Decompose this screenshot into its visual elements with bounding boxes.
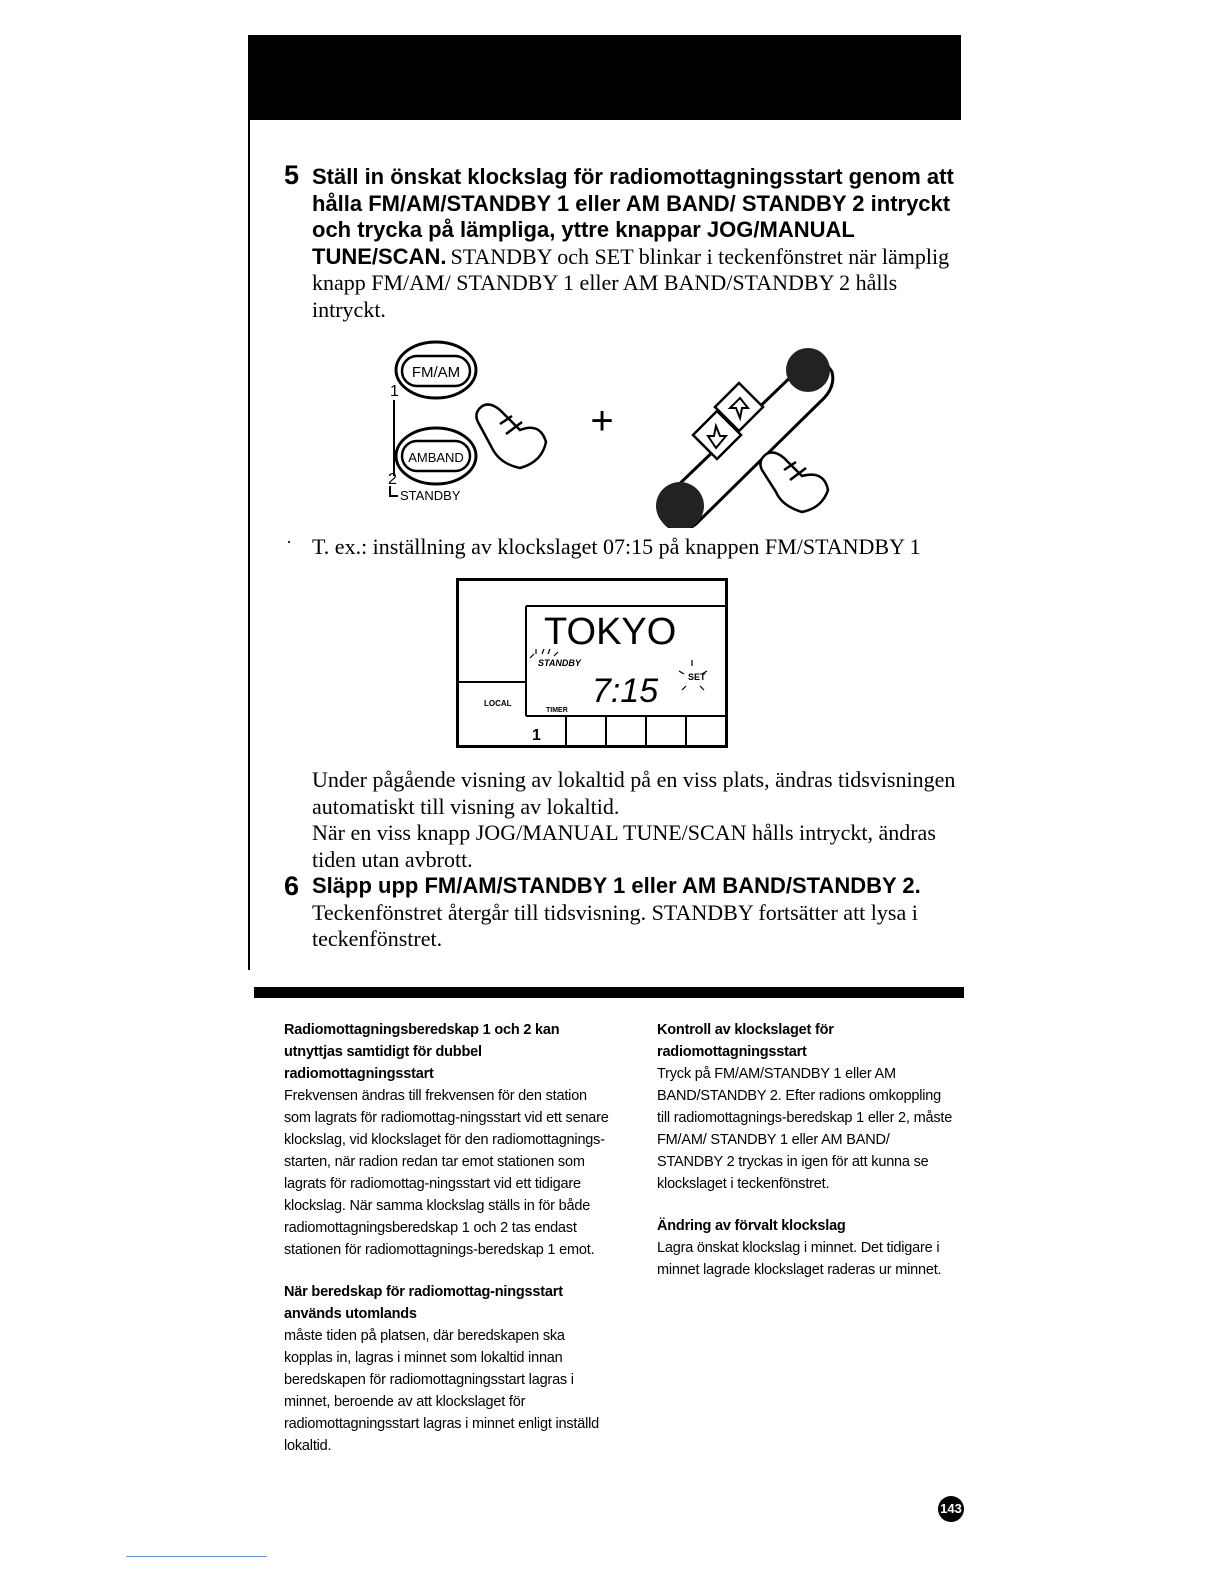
- header-bar: [248, 35, 961, 120]
- notes-left-column: [284, 1019, 614, 1477]
- am-band-button-label: AMBAND: [408, 450, 464, 465]
- step-5-number: 5: [284, 160, 300, 190]
- note-heading: Radiomottagningsberedskap 1 och 2 kan utnyttjas samtidigt för dubbel radiomottagningsstart: [284, 1022, 560, 1082]
- plus-sign: +: [590, 399, 614, 443]
- lcd-slot: 1: [532, 727, 541, 744]
- left-margin-rule: [248, 120, 250, 970]
- local-time-paragraph-1: Under pågående visning av lokaltid på en viss plats, ändras tidsvisningen automatiskt till visning av lokaltid.: [312, 767, 956, 819]
- lcd-time: 7:15: [592, 672, 659, 710]
- note-heading: Kontroll av klockslaget för radiomottagningsstart: [657, 1022, 834, 1060]
- lcd-set: SET: [688, 672, 706, 682]
- hand-pointer-icon-2: [760, 452, 828, 512]
- note-body: Lagra önskat klockslag i minnet. Det tidigare i minnet lagrade klockslaget raderas ur minnet.: [657, 1240, 942, 1278]
- step-5-heading: Ställ in önskat klockslag för radiomottagningsstart genom att hålla FM/AM/STANDBY 1 eller AM BAND/ STANDBY 2 intryckt och trycka på lämpliga, yttre knappar JOG/MANUAL TUNE/SCAN.: [312, 164, 954, 269]
- note-body: Tryck på FM/AM/STANDBY 1 eller AM BAND/STANDBY 2. Efter radions omkoppling till radiomottagnings-beredskap 1 eller 2, måste FM/AM/ STANDBY 1 eller AM BAND/ STANDBY 2 tryckas in igen för att kunna se klockslaget i teckenfönstret.: [657, 1066, 953, 1192]
- fm-am-button: [396, 342, 476, 398]
- lcd-timer: TIMER: [546, 707, 568, 714]
- notes-right-column: [657, 1019, 957, 1301]
- section-divider: [254, 987, 964, 998]
- local-time-paragraph-2: När en viss knapp JOG/MANUAL TUNE/SCAN hålls intryckt, ändras tiden utan avbrott.: [312, 820, 936, 872]
- step-6-text: Teckenfönstret återgår till tidsvisning. STANDBY fortsätter att lysa i teckenfönstret.: [312, 899, 918, 951]
- hand-pointer-icon: [476, 404, 546, 468]
- step-6-number: 6: [284, 871, 300, 901]
- label-1: 1: [390, 383, 399, 400]
- caption-bullet: ·: [286, 532, 292, 552]
- step-5-text: STANDBY och SET blinkar i teckenfönstret när lämplig knapp FM/AM/ STANDBY 1 eller AM BAND/STANDBY 2 hålls intryckt.: [312, 243, 950, 322]
- step-6: [312, 873, 962, 953]
- am-band-button: [396, 428, 476, 484]
- lcd-standby: STANDBY: [538, 658, 581, 668]
- figure-caption: T. ex.: inställning av klockslaget 07:15 på knappen FM/STANDBY 1: [312, 534, 921, 559]
- lcd-display-illustration: [456, 578, 728, 750]
- label-2: 2: [388, 471, 397, 488]
- note-heading: Ändring av förvalt klockslag: [657, 1218, 846, 1234]
- local-time-note: [312, 767, 962, 873]
- standby-label: STANDBY: [400, 488, 461, 503]
- fm-am-button-label: FM/AM: [411, 364, 461, 381]
- page-number: 143: [938, 1496, 964, 1522]
- note-body: Frekvensen ändras till frekvensen för den station som lagrats för radiomottag-ningsstart vid ett senare klockslag, vid klockslaget för den radiomottagnings-starten, när radion redan tar emot stationen som lagrats för radiomottag-ningsstart vid ett tidigare klockslag. När samma klockslag ställs in för både radiomottagningsberedskap 1 och 2 tas endast stationen för radiomottagnings-beredskap 1 emot.: [284, 1088, 609, 1258]
- step-6-heading: Släpp upp FM/AM/STANDBY 1 eller AM BAND/STANDBY 2.: [312, 873, 921, 898]
- footer-line: [126, 1556, 267, 1557]
- lcd-city: TOKYO: [544, 611, 677, 653]
- step-5: [312, 164, 962, 323]
- note-body: måste tiden på platsen, där beredskapen ska kopplas in, lagras i minnet som lokaltid innan beredskapen för radiomottagningsstart lagras i minnet, beroende av att klockslaget för radiomottagningsstart lagras i minnet enligt inställd lokaltid.: [284, 1328, 600, 1454]
- lcd-local: LOCAL: [484, 699, 512, 708]
- button-illustration: [380, 338, 850, 528]
- note-heading: När beredskap för radiomottag-ningsstart används utomlands: [284, 1284, 563, 1322]
